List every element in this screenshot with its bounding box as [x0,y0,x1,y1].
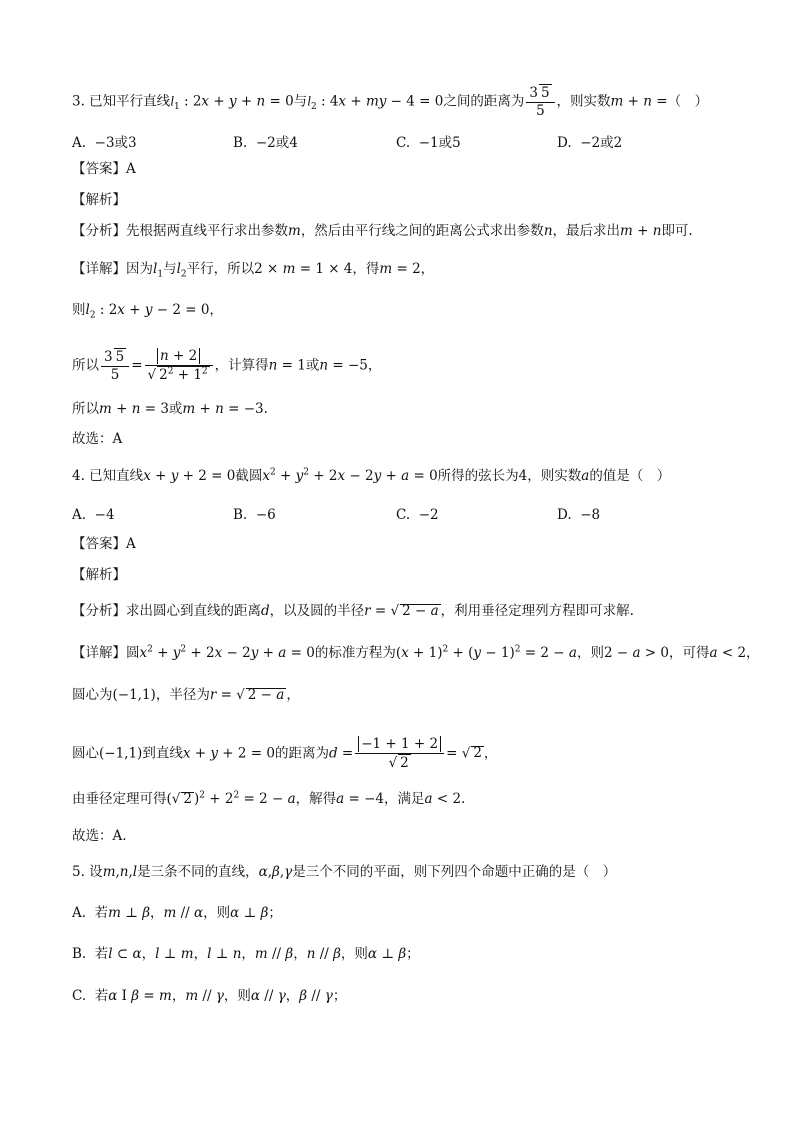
q5-stem: 5. 设m,n,l是三条不同的直线，α,β,γ是三个不同的平面，则下列四个命题中正确的是（ ） [72,864,617,880]
q4-xiangjie-step-1: 【详解】圆$x^2 + y^2 + 2x - 2y + a = 0$的标准方程为$(x + 1)^2 + (y - 1)^2 = 2 - a$，则2 − a > 0，可得a < 2， [72,644,760,661]
q3-step-4: 所以m + n = 3或m + n = −3. [72,401,268,417]
q4-answer: 【答案】A [72,536,136,552]
q4-option-b: B. −6 [233,507,276,523]
q5-option-b: B. 若l ⊂ α，l ⊥ m，l ⊥ n，m // β，n // β，则α ⊥ β； [72,946,420,962]
q3-step-3: 所以 $\frac{3 5}{5}$ = $\frac{n + 2}{√ 2^2 + 1^2}$ ，计算得n = 1或n = −5， [72,348,382,383]
q3-step-2: 则$l_2$ : 2x + y − 2 = 0， [72,302,223,321]
q3-xiangjie-step-1: 【详解】因为$l_1$与$l_2$平行，所以2 × m = 1 × 4，得m = 2， [72,261,435,280]
distance-fraction: $\frac{3 5}{5}$ [526,84,554,120]
q3-option-c: C. −1或5 [396,135,461,151]
q3-stem: 3. 已知平行直线$l_1$ : 2x + y + n = 0与$l_2$ : 4x + my − 4 = 0之间的距离为 $\frac{3 5}{5}$ ，则实数m + n =（ ） [72,85,709,119]
q4-step-4: 由垂径定理可得(√ 2 )$^2 + 2^2 = 2 - a$，解得a = −4，满足a < 2. [72,790,466,807]
q4-option-c: C. −2 [396,507,439,523]
q3-option-d: D. −2或2 [557,135,623,151]
q3-choose: 故选：A [72,431,123,447]
q4-step-2: 圆心为(−1,1)，半径为r = √ 2 − a ， [72,687,300,703]
q3-option-a: A. −3或3 [72,135,137,151]
q3-fenxi: 【分析】先根据两直线平行求出参数m，然后由平行线之间的距离公式求出参数n，最后求出m + n即可. [72,223,693,239]
q5-option-a: A. 若m ⊥ β，m // α，则α ⊥ β； [72,905,282,921]
q4-analysis-heading: 【解析】 [72,567,126,583]
q4-choose: 故选：A. [72,828,127,844]
q4-step-3: 圆心(−1,1)到直线x + y + 2 = 0的距离为d = $\frac{-1 + 1 + 2}{√ 2}$ = √ 2 ， [72,736,498,771]
q4-fenxi: 【分析】求出圆心到直线的距离d，以及圆的半径r = √ 2 − a ，利用垂径定理列方程即可求解. [72,603,634,619]
q4-option-a: A. −4 [72,507,115,523]
q3-analysis-heading: 【解析】 [72,192,126,208]
q3-answer: 【答案】A [72,161,136,177]
q4-stem: 4. 已知直线x + y + 2 = 0截圆$x^2 + y^2 + 2x - 2y + a = 0$所得的弦长为4，则实数a的值是（ ） [72,467,671,484]
q5-option-c: C. 若α I β = m，m // γ，则α // γ，β // γ； [72,988,347,1004]
q3-option-b: B. −2或4 [233,135,298,151]
q4-option-d: D. −8 [557,507,601,523]
